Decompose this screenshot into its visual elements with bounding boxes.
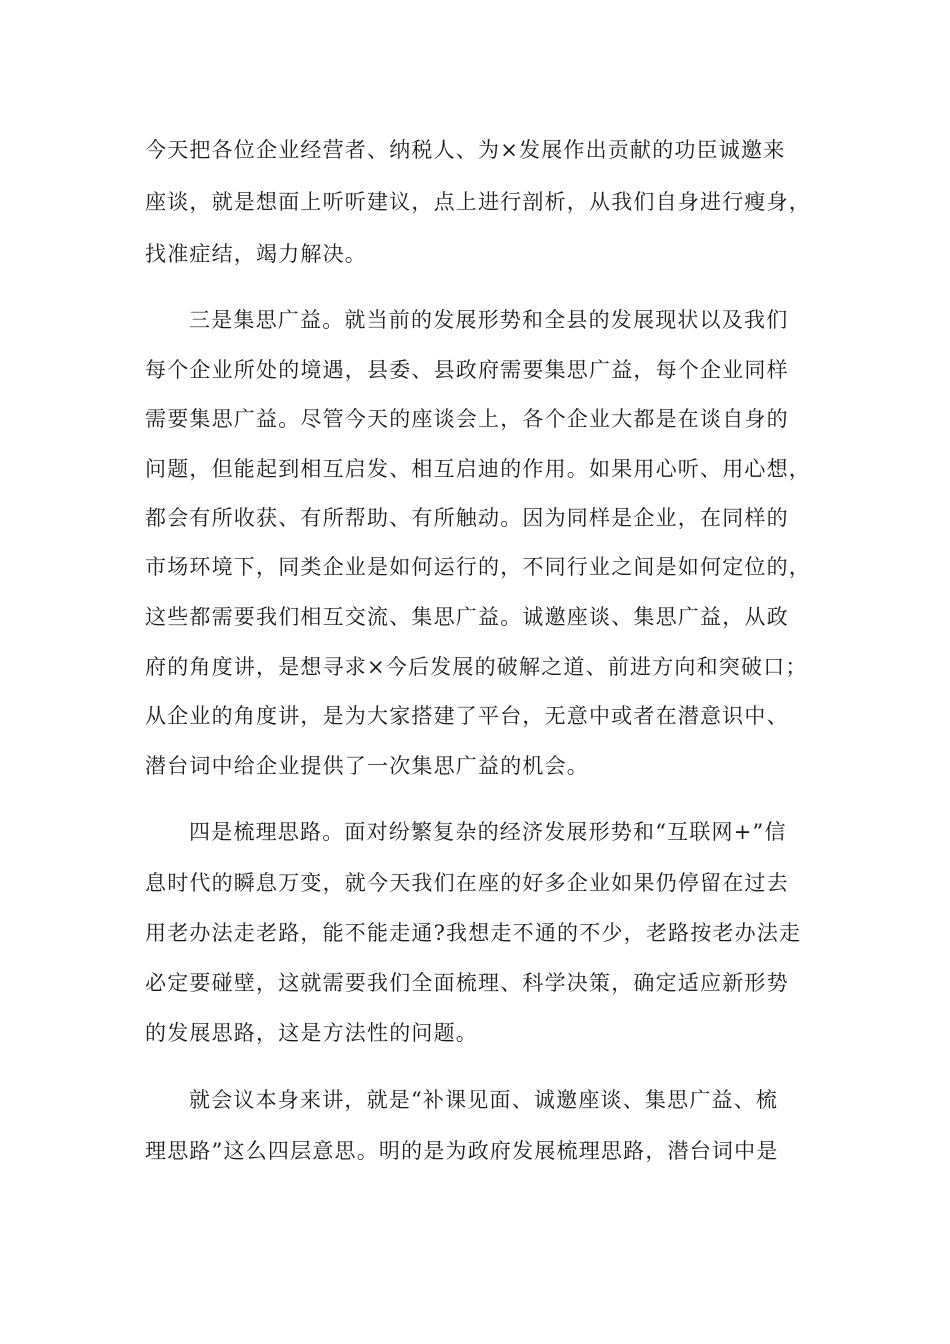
paragraph-2-line-6: 市场环境下，同类企业是如何运行的，不同行业之间是如何定位的，	[145, 555, 811, 579]
paragraph-3-line-3: 用老办法走老路，能不能走通?我想走不通的不少，老路按老办法走	[145, 921, 802, 945]
paragraph-2-line-8: 府的角度讲，是想寻求×今后发展的破解之道、前进方向和突破口；	[145, 655, 808, 679]
paragraph-1-line-2: 座谈，就是想面上听听建议，点上进行剖析，从我们自身进行瘦身，	[145, 190, 811, 214]
paragraph-3-line-1: 四是梳理思路。面对纷繁复杂的经济发展形势和“互联网+”信	[189, 820, 787, 844]
paragraph-1-line-1: 今天把各位企业经营者、纳税人、为×发展作出贡献的功臣诚邀来	[145, 138, 786, 162]
paragraph-1-line-3: 找准症结，竭力解决。	[145, 242, 367, 266]
paragraph-2-line-10: 潜台词中给企业提供了一次集思广益的机会。	[145, 754, 589, 778]
paragraph-3-line-2: 息时代的瞬息万变，就今天我们在座的好多企业如果仍停留在过去	[145, 871, 789, 895]
paragraph-2-line-7: 这些都需要我们相互交流、集思广益。诚邀座谈、集思广益，从政	[145, 605, 789, 629]
paragraph-2-line-5: 都会有所收获、有所帮助、有所触动。因为同样是企业，在同样的	[145, 506, 789, 530]
paragraph-2-line-9: 从企业的角度讲，是为大家搭建了平台，无意中或者在潜意识中、	[145, 704, 789, 728]
paragraph-3-line-5: 的发展思路，这是方法性的问题。	[145, 1021, 478, 1045]
paragraph-4-line-2: 理思路”这么四层意思。明的是为政府发展梳理思路，潜台词中是	[145, 1139, 779, 1163]
paragraph-2-line-2: 每个企业所处的境遇，县委、县政府需要集思广益，每个企业同样	[145, 358, 789, 382]
paragraph-4-line-1: 就会议本身来讲，就是“补课见面、诚邀座谈、集思广益、梳	[189, 1088, 779, 1112]
paragraph-3-line-4: 必定要碰壁，这就需要我们全面梳理、科学决策，确定适应新形势	[145, 971, 789, 995]
paragraph-2-line-4: 问题，但能起到相互启发、相互启迪的作用。如果用心听、用心想，	[145, 457, 811, 481]
paragraph-2-line-1: 三是集思广益。就当前的发展形势和全县的发展现状以及我们	[189, 308, 789, 332]
paragraph-2-line-3: 需要集思广益。尽管今天的座谈会上，各个企业大都是在谈自身的	[145, 407, 789, 431]
